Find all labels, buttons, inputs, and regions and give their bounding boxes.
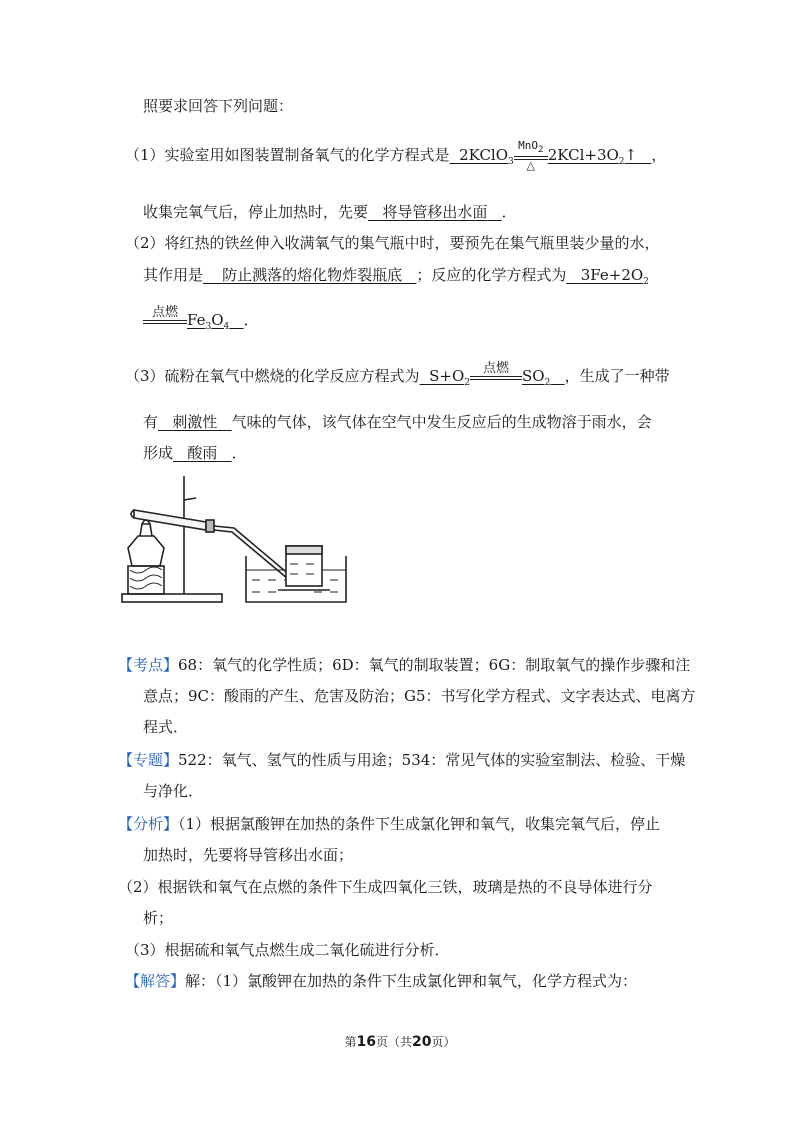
q1-answer2: 将导管移出水面 bbox=[382, 203, 488, 221]
page-total: 20 bbox=[412, 1034, 432, 1050]
q1-prefix: （1）实验室用如图装置制备氧气的化学方程式是 bbox=[125, 146, 450, 165]
q2-answer1: 防止溅落的熔化物炸裂瓶底 bbox=[222, 266, 403, 284]
page-number: 16 bbox=[356, 1034, 376, 1050]
intro-text: 照要求回答下列问题： bbox=[143, 97, 294, 115]
q2-condition: 点燃 bbox=[143, 306, 187, 336]
fenxi-line4: 析； bbox=[143, 909, 174, 927]
fenxi-line1: 【分析】（1）根据氯酸钾在加热的条件下生成氯化钾和氧气，收集完氧气后，停止 bbox=[118, 815, 661, 833]
kaodian-line3: 程式． bbox=[143, 718, 189, 736]
q3-answer-rain: 酸雨 bbox=[187, 444, 218, 462]
fenxi-tag: 【分析】 bbox=[118, 815, 179, 833]
q2-line3: 点燃 $Fe_3O_4$ ． bbox=[143, 306, 259, 338]
q1-line2: 收集完氧气后，停止加热时，先要 将导管移出水面 ． bbox=[143, 203, 517, 221]
fenxi-line5: （3）根据硫和氧气点燃生成二氧化硫进行分析． bbox=[125, 941, 450, 959]
kaodian-line1: 【考点】68：氧气的化学性质；6D：氧气的制取装置；6G：制取氧气的操作步骤和注 bbox=[118, 656, 691, 674]
kaodian-tag: 【考点】 bbox=[118, 656, 179, 674]
page-footer: 第16页（共20页） bbox=[344, 1034, 456, 1050]
q1-line1: （1）实验室用如图装置制备氧气的化学方程式是 2KClO$_3$ MnO$_2$ △ $2KCl+3O_2↑$ ， bbox=[125, 139, 667, 173]
q3-equation: $S+O_2$ bbox=[429, 367, 470, 388]
q3-answer-gas: 刺激性 bbox=[172, 413, 218, 431]
q2-eq-left: $3Fe+2O_2$ bbox=[580, 266, 649, 287]
q3-line3: 形成 酸雨 ． bbox=[143, 444, 247, 462]
fenxi-line3: （2）根据铁和氧气在点燃的条件下生成四氧化三铁，玻璃是热的不良导体进行分 bbox=[118, 878, 653, 896]
q2-line1: （2）将红热的铁丝伸入收满氧气的集气瓶中时，要预先在集气瓶里装少量的水， bbox=[125, 234, 660, 252]
zhuanti-line2: 与净化． bbox=[143, 782, 204, 800]
q1-equation: 2KClO$_3$ MnO$_2$ △ $2KCl+3O_2↑$ bbox=[459, 139, 638, 173]
q3-line2: 有 刺激性 气味的气体，该气体在空气中发生反应后的生成物溶于雨水，会 bbox=[143, 413, 652, 431]
kaodian-line2: 意点；9C：酸雨的产生、危害及防治；G5：书写化学方程式、文字表达式、电离方 bbox=[143, 687, 696, 705]
zhuanti-tag: 【专题】 bbox=[118, 751, 179, 769]
jieda-line1: 【解答】解：（1）氯酸钾在加热的条件下生成氯化钾和氧气，化学方程式为： bbox=[125, 972, 638, 990]
q2-line2: 其作用是 防止溅落的熔化物炸裂瓶底 ；反应的化学方程式为 $3Fe+2O_2$ bbox=[143, 266, 649, 287]
q3-line1: （3）硫粉在氧气中燃烧的化学反应方程式为 $S+O_2$ 点燃 $SO_2$ ，生成了一种带 bbox=[125, 361, 670, 388]
oxygen-apparatus-figure bbox=[118, 470, 358, 610]
jieda-tag: 【解答】 bbox=[125, 972, 186, 990]
zhuanti-line1: 【专题】522：氧气、氢气的性质与用途；534：常见气体的实验室制法、检验、干燥 bbox=[118, 751, 686, 769]
fenxi-line2: 加热时，先要将导管移出水面； bbox=[143, 846, 354, 864]
